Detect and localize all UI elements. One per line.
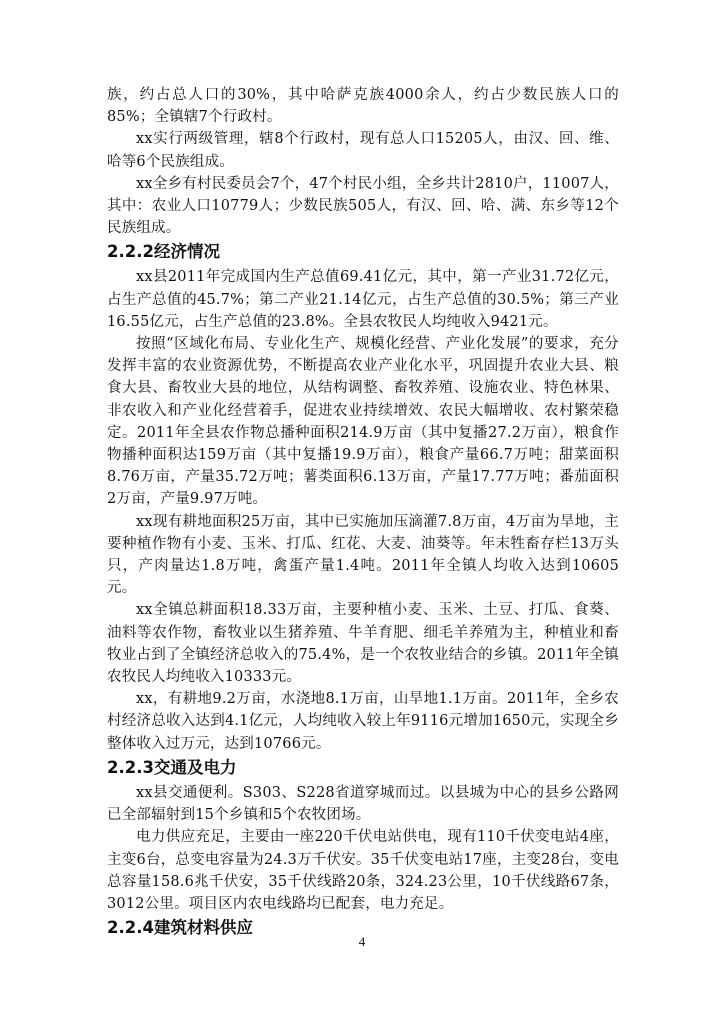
section-heading-materials: 2.2.4建筑材料供应 xyxy=(107,918,253,938)
paragraph-township-income: xx，有耕地9.2万亩，水浇地8.1万亩，山旱地1.1万亩。2011年，全乡农村经济总收入达到4.1亿元，人均纯收入较上年9116元增加1650元，实现全乡整体收入过万元，达到10766元。 xyxy=(107,691,619,752)
paragraph-transport: xx县交通便利。S303、S228省道穿城而过。以县城为中心的县乡公路网已全部辐射到15个乡镇和5个农牧团场。 xyxy=(107,784,619,824)
page-body xyxy=(107,84,619,942)
paragraph-power-supply: 电力供应充足，主要由一座220千伏电站供电，现有110千伏变电站4座，主变6台，总变电容量为24.3万千伏安。35千伏变电站17座，主变28台，变电总容量158.6兆千伏安，35千伏线路20条，324.23公里，10千伏线路67条，3012公里。项目区内农电线路均已配套，电力充足。 xyxy=(107,829,619,912)
paragraph-village-committees: xx全乡有村民委员会7个，47个村民小组，全乡共计2810户，11007人，其中：农业人口10779人；少数民族505人，有汉、回、哈、满、东乡等12个民族组成。 xyxy=(107,175,619,237)
paragraph-town-farming: xx全镇总耕面积18.33万亩，主要种植小麦、玉米、土豆、打瓜、食葵、油料等农作物，畜牧业以生猪养殖、牛羊育肥、细毛羊养殖为主，种植业和畜牧业占到了全镇经济总收入的75.4%，是一个农牧业结合的乡镇。2011年全镇农牧民人均纯收入10333元。 xyxy=(107,602,619,686)
paragraph-farmland: xx现有耕地面积25万亩，其中已实施加压滴灌7.8万亩，4万亩为旱地，主要种植作物有小麦、玉米、打瓜、红花、大麦、油葵等。年末牲畜存栏13万头只，产肉量达1.8万吨，禽蛋产量1.4吨。2011年全镇人均收入达到10605元。 xyxy=(107,513,619,597)
paragraph-gdp: xx县2011年完成国内生产总值69.41亿元，其中，第一产业31.72亿元，占生产总值的45.7%；第二产业21.14亿元，占生产总值的30.5%；第三产业16.55亿元，占生产总值的23.8%。全县农牧民人均纯收入9421元。 xyxy=(107,269,619,330)
section-heading-economy: 2.2.2经济情况 xyxy=(107,242,220,262)
page-number: 4 xyxy=(358,934,366,949)
section-heading-transport-power: 2.2.3交通及电力 xyxy=(107,757,237,777)
paragraph-agriculture: 按照“区域化布局、专业化生产、规模化经营、产业化发展”的要求，充分发挥丰富的农业资源优势，不断提高农业产业化水平，巩固提升农业大县、粮食大县、畜牧业大县的地位，从结构调整、畜牧养殖、设施农业、特色林果、非农收入和产业化经营着手，促进农业持续增效、农民大幅增收、农村繁荣稳定。2011年全县农作物总播种面积214.9万亩（其中复播27.2万亩），粮食作物播种面积达159万亩（其中复播19.9万亩），粮食产量66.7万吨；甜菜面积8.76万亩，产量35.72万吨；薯类面积6.13万亩，产量17.77万吨；番茄面积2万亩，产量9.97万吨。 xyxy=(107,336,619,508)
paragraph-population-continued: 族，约占总人口的30%，其中哈萨克族4000余人，约占少数民族人口的85%；全镇辖7个行政村。 xyxy=(107,87,619,126)
paragraph-administration: xx实行两级管理，辖8个行政村，现有总人口15205人，由汉、回、维、哈等6个民族组成。 xyxy=(107,131,619,170)
